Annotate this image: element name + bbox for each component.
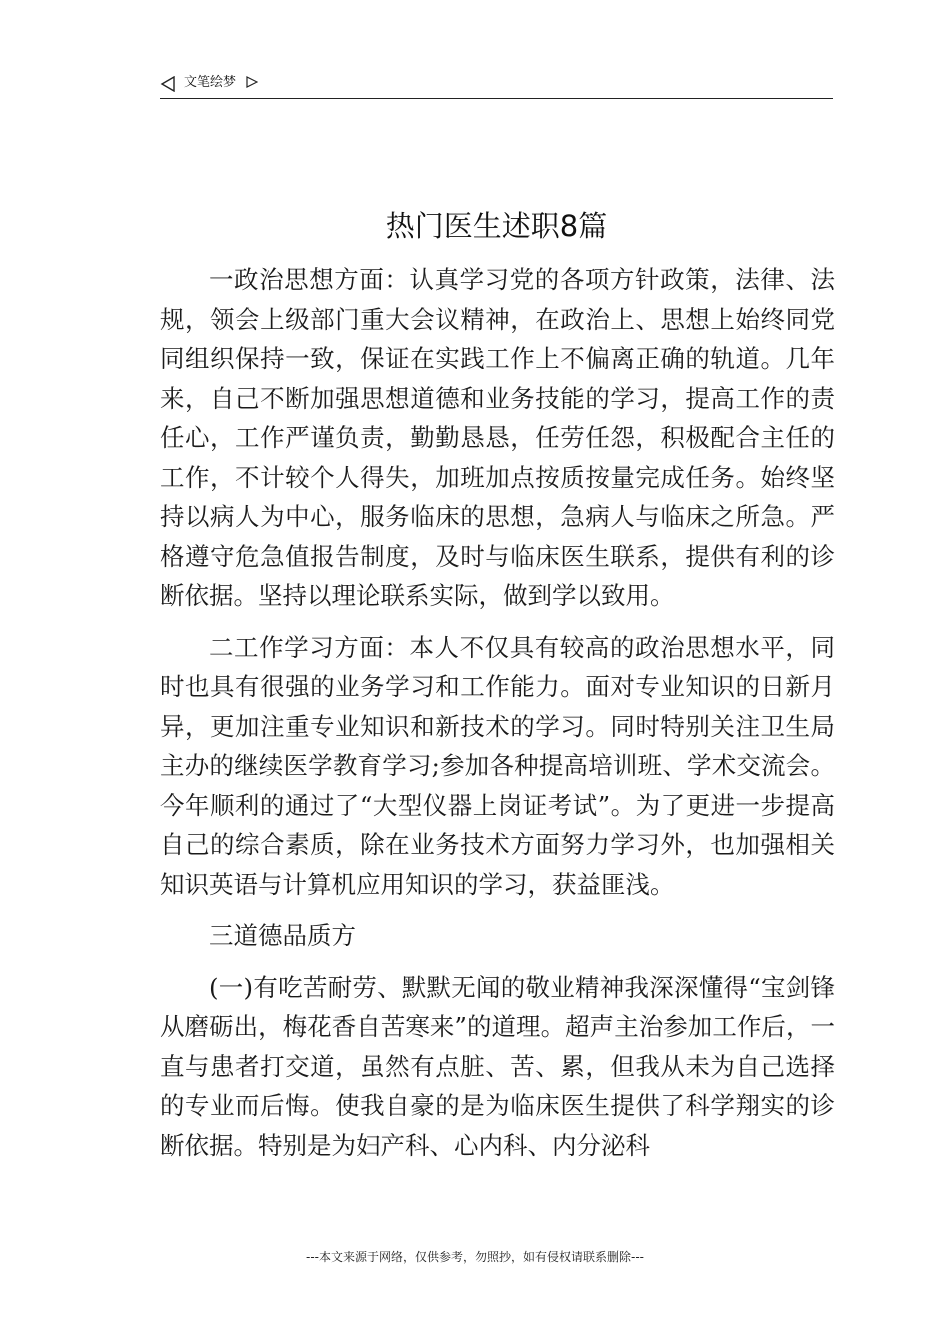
header-brand: 文笔绘梦 — [184, 75, 237, 90]
document-body — [160, 260, 835, 1165]
paragraph-political: 一政治思想方面：认真学习党的各项方针政策，法律、法规，领会上级部门重大会议精神，在政治上、思想上始终同党同组织保持一致，保证在实践工作上不偏离正确的轨道。几年来，自己不断加强思想道德和业务技能的学习，提高工作的责任心，工作严谨负责，勤勤恳恳，任劳任怨，积极配合主任的工作，不计较个人得失，加班加点按质按量完成任务。始终坚持以病人为中心，服务临床的思想，急病人与临床之所急。严格遵守危急值报告制度，及时与临床医生联系，提供有利的诊断依据。坚持以理论联系实际，做到学以致用。 — [160, 265, 835, 610]
paragraph-ethics-heading: 三道德品质方 — [209, 921, 356, 950]
paragraph-dedication: (一)有吃苦耐劳、默默无闻的敬业精神我深深懂得“宝剑锋从磨砺出，梅花香自苦寒来”的道理。超声主治参加工作后，一直与患者打交道，虽然有点脏、苦、累，但我从未为自己选择的专业而后悔。使我自豪的是为临床医生提供了科学翔实的诊断依据。特别是为妇产科、心内科、内分泌科 — [160, 972, 835, 1160]
triangle-right-outline-icon — [246, 76, 258, 88]
page-header — [160, 72, 833, 99]
document-title: 热门医生述职8篇 — [385, 209, 608, 243]
footer-disclaimer: ---本文来源于网络，仅供参考，勿照抄，如有侵权请联系删除--- — [306, 1250, 644, 1264]
triangle-left-outline-icon — [160, 76, 176, 92]
paragraph-study: 二工作学习方面：本人不仅具有较高的政治思想水平，同时也具有很强的业务学习和工作能力。面对专业知识的日新月异，更加注重专业知识和新技术的学习。同时特别关注卫生局主办的继续医学教育学习;参加各种提高培训班、学术交流会。今年顺利的通过了“大型仪器上岗证考试”。为了更进一步提高自己的综合素质，除在业务技术方面努力学习外，也加强相关知识英语与计算机应用知识的学习，获益匪浅。 — [160, 632, 835, 899]
